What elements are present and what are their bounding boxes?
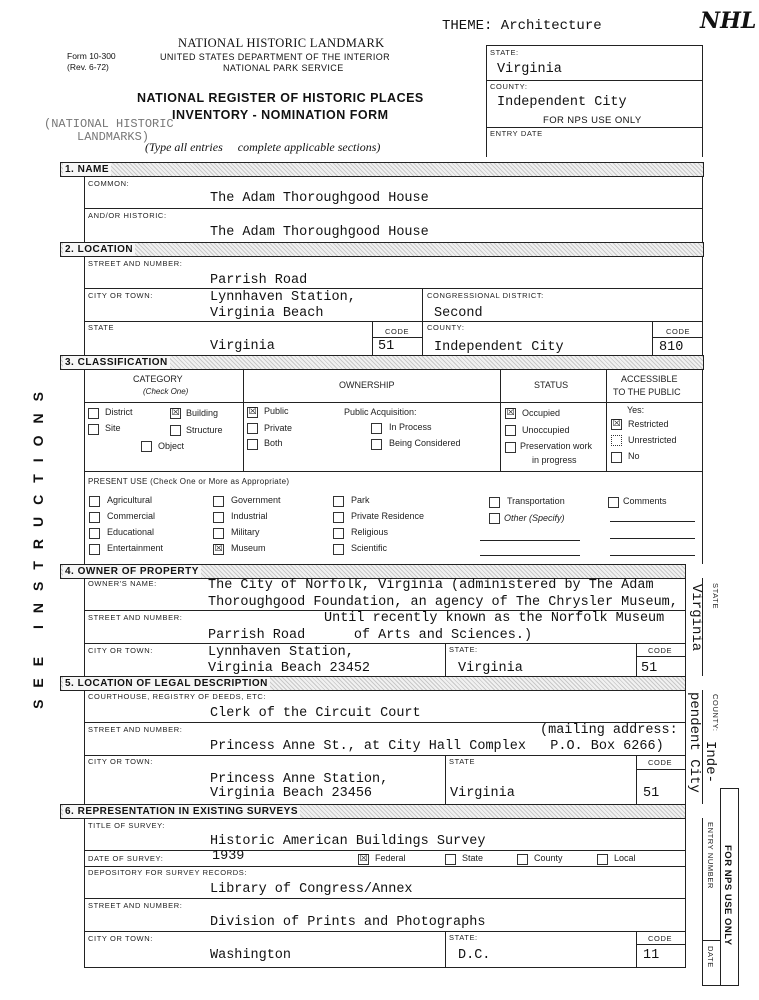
- entertainment-label: Entertainment: [107, 543, 164, 553]
- agricultural-label: Agricultural: [107, 495, 153, 505]
- form-revision: (Rev. 6-72): [67, 62, 109, 72]
- location-code-label: CODE: [385, 327, 410, 336]
- accessible-yes-label: Yes:: [627, 405, 645, 415]
- location-street-label: STREET AND NUMBER:: [88, 259, 183, 268]
- side-entry-number-label: ENTRY NUMBER: [706, 822, 715, 889]
- public-label: Public: [264, 406, 289, 416]
- private-residence-checkbox[interactable]: [333, 512, 344, 523]
- section-3-bar: [60, 355, 704, 370]
- handwritten-nhl: NHL: [700, 8, 757, 34]
- historic-label: AND/OR HISTORIC:: [88, 211, 167, 220]
- congressional-value: Second: [434, 306, 483, 321]
- state-box-state-value: Virginia: [497, 62, 562, 77]
- side-state-value: Virginia: [688, 584, 704, 652]
- park-label: Park: [351, 495, 370, 505]
- legal-city-label: CITY OR TOWN:: [88, 757, 153, 766]
- state-survey-label: State: [462, 853, 484, 863]
- section-4-bar: [60, 564, 686, 579]
- location-county-label: COUNTY:: [427, 323, 465, 332]
- military-label: Military: [231, 527, 260, 537]
- object-checkbox[interactable]: [141, 441, 152, 452]
- local-survey-label: Local: [614, 853, 636, 863]
- courthouse-label: COURTHOUSE, REGISTRY OF DEEDS, ETC:: [88, 692, 267, 701]
- location-street-value: Parrish Road: [210, 273, 308, 288]
- both-label: Both: [264, 438, 283, 448]
- legal-state-value: Virginia: [450, 786, 515, 801]
- congressional-label: CONGRESSIONAL DISTRICT:: [427, 291, 544, 300]
- occupied-label: Occupied: [522, 408, 561, 418]
- location-city-value-1: Lynnhaven Station,: [210, 290, 356, 305]
- object-label: Object: [158, 441, 185, 451]
- other-label: Other (Specify): [504, 513, 565, 523]
- location-code-value: 51: [378, 339, 395, 354]
- status-heading: STATUS: [534, 380, 569, 390]
- type-instructions: (Type all entries complete applicable sections): [145, 140, 381, 154]
- unrestricted-checkbox[interactable]: [611, 435, 622, 446]
- landmark-heading: NATIONAL HISTORIC LANDMARK: [178, 36, 385, 50]
- educational-checkbox[interactable]: [89, 528, 100, 539]
- owner-code-label: CODE: [648, 646, 673, 655]
- commercial-checkbox[interactable]: [89, 512, 100, 523]
- commercial-label: Commercial: [107, 511, 156, 521]
- entertainment-checkbox[interactable]: [89, 544, 100, 555]
- survey-title-value: Historic American Buildings Survey: [210, 834, 486, 849]
- owner-name-1: The City of Norfolk, Virginia (administered by The Adam: [208, 578, 654, 593]
- department-heading: UNITED STATES DEPARTMENT OF THE INTERIOR: [160, 52, 391, 62]
- owner-city-2: Virginia Beach 23452: [208, 661, 371, 676]
- religious-label: Religious: [351, 527, 389, 537]
- entry-date-label: ENTRY DATE: [490, 129, 543, 138]
- section-1-bar: [60, 162, 704, 177]
- side-county-value-2: pendent City: [686, 692, 702, 793]
- county-code-label: CODE: [666, 327, 691, 336]
- being-considered-checkbox[interactable]: [371, 439, 382, 450]
- government-checkbox[interactable]: [213, 496, 224, 507]
- theme-line: THEME: Architecture: [442, 18, 602, 34]
- depository-street-value: Division of Prints and Photographs: [210, 915, 486, 930]
- religious-checkbox[interactable]: [333, 528, 344, 539]
- preservation-label-1: Preservation work: [520, 441, 593, 451]
- stamp-line-1: (NATIONAL HISTORIC: [44, 117, 174, 131]
- occupied-checkbox[interactable]: ☒: [506, 408, 515, 418]
- state-box-state-label: STATE:: [490, 48, 519, 57]
- depository-value: Library of Congress/Annex: [210, 882, 413, 897]
- museum-checkbox[interactable]: ☒: [214, 544, 223, 554]
- owner-state-value: Virginia: [458, 661, 523, 676]
- site-checkbox[interactable]: [88, 424, 99, 435]
- side-state-label: STATE: [711, 583, 720, 610]
- scientific-label: Scientific: [351, 543, 388, 553]
- county-code-value: 810: [659, 340, 684, 355]
- courthouse-value: Clerk of the Circuit Court: [210, 706, 421, 721]
- unrestricted-label: Unrestricted: [628, 435, 677, 445]
- local-survey-checkbox[interactable]: [597, 854, 608, 865]
- legal-code-label: CODE: [648, 758, 673, 767]
- restricted-checkbox[interactable]: ☒: [612, 419, 621, 429]
- common-label: COMMON:: [88, 179, 130, 188]
- side-county-label: COUNTY:: [711, 694, 720, 732]
- accessible-heading-1: ACCESSIBLE: [621, 374, 678, 384]
- section-2-bar: [60, 242, 704, 257]
- see-instructions-sidebar: SEE INSTRUCTIONS: [30, 380, 46, 709]
- unoccupied-label: Unoccupied: [522, 425, 570, 435]
- museum-label: Museum: [231, 543, 266, 553]
- state-box-county-value: Independent City: [497, 95, 627, 110]
- agricultural-checkbox[interactable]: [89, 496, 100, 507]
- depository-state-label: STATE:: [449, 933, 478, 942]
- section-6-bar: [60, 804, 686, 819]
- owner-city-1: Lynnhaven Station,: [208, 645, 354, 660]
- both-checkbox[interactable]: [247, 439, 258, 450]
- survey-title-label: TITLE OF SURVEY:: [88, 821, 165, 830]
- section-4-title: 4. OWNER OF PROPERTY: [65, 566, 199, 577]
- owner-city-label: CITY OR TOWN:: [88, 646, 153, 655]
- restricted-label: Restricted: [628, 419, 669, 429]
- private-label: Private: [264, 423, 293, 433]
- legal-city-1: Princess Anne Station,: [210, 772, 389, 787]
- building-label: Building: [186, 408, 219, 418]
- service-heading: NATIONAL PARK SERVICE: [223, 63, 344, 73]
- county-survey-label: County: [534, 853, 563, 863]
- being-considered-label: Being Considered: [389, 438, 461, 448]
- owner-state-label: STATE:: [449, 645, 478, 654]
- owner-code-value: 51: [641, 661, 658, 676]
- in-process-label: In Process: [389, 422, 432, 432]
- scientific-checkbox[interactable]: [333, 544, 344, 555]
- owner-name-label: OWNER'S NAME:: [88, 579, 157, 588]
- nps-use-label: FOR NPS USE ONLY: [543, 115, 642, 126]
- private-residence-label: Private Residence: [351, 511, 425, 521]
- location-state-label: STATE: [88, 323, 115, 332]
- legal-city-2: Virginia Beach 23456: [210, 786, 373, 801]
- mailing-address-note: (mailing address:: [540, 723, 678, 738]
- category-heading: CATEGORY: [133, 374, 183, 384]
- section-3-title: 3. CLASSIFICATION: [65, 357, 168, 368]
- comments-label: Comments: [623, 496, 667, 506]
- structure-label: Structure: [186, 425, 223, 435]
- building-checkbox[interactable]: ☒: [171, 408, 180, 418]
- owner-street-note: Until recently known as the Norfolk Museum: [324, 611, 665, 626]
- unoccupied-checkbox[interactable]: [505, 425, 516, 436]
- comments-checkbox[interactable]: [608, 497, 619, 508]
- location-city-value-2: Virginia Beach: [210, 306, 324, 321]
- state-box-county-label: COUNTY:: [490, 82, 528, 91]
- ownership-heading: OWNERSHIP: [339, 380, 395, 390]
- present-use-label: PRESENT USE (Check One or More as Appropriate): [88, 477, 290, 486]
- private-checkbox[interactable]: [247, 423, 258, 434]
- survey-date-value: 1939: [212, 849, 245, 864]
- depository-label: DEPOSITORY FOR SURVEY RECORDS:: [88, 868, 248, 877]
- form-number: Form 10-300: [67, 51, 116, 61]
- survey-date-label: DATE OF SURVEY:: [88, 854, 164, 863]
- public-acquisition-label: Public Acquisition:: [344, 407, 417, 417]
- depository-street-label: STREET AND NUMBER:: [88, 901, 183, 910]
- depository-city-value: Washington: [210, 948, 292, 963]
- section-2-title: 2. LOCATION: [65, 244, 134, 255]
- industrial-checkbox[interactable]: [213, 512, 224, 523]
- in-process-checkbox[interactable]: [371, 423, 382, 434]
- transportation-checkbox[interactable]: [489, 497, 500, 508]
- owner-street-label: STREET AND NUMBER:: [88, 613, 183, 622]
- park-checkbox[interactable]: [333, 496, 344, 507]
- legal-street-value: Princess Anne St., at City Hall Complex P.O. Box 6266): [210, 739, 664, 754]
- county-survey-checkbox[interactable]: [517, 854, 528, 865]
- preservation-checkbox[interactable]: [505, 442, 516, 453]
- category-subheading: (Check One): [143, 387, 189, 396]
- owner-street-value: Parrish Road of Arts and Sciences.): [208, 628, 533, 643]
- district-label: District: [105, 407, 133, 417]
- side-county-value-1: Inde-: [702, 741, 718, 784]
- accessible-no-checkbox[interactable]: [611, 452, 622, 463]
- stamp-line-2: LANDMARKS): [77, 130, 150, 144]
- accessible-no-label: No: [628, 451, 640, 461]
- location-city-label: CITY OR TOWN:: [88, 291, 153, 300]
- other-checkbox[interactable]: [489, 513, 500, 524]
- location-county-value: Independent City: [434, 340, 564, 355]
- structure-checkbox[interactable]: [170, 425, 181, 436]
- transportation-label: Transportation: [507, 496, 565, 506]
- legal-street-label: STREET AND NUMBER:: [88, 725, 183, 734]
- section-1-title: 1. NAME: [65, 164, 110, 175]
- depository-code-value: 11: [643, 948, 660, 963]
- depository-city-label: CITY OR TOWN:: [88, 934, 153, 943]
- accessible-heading-2: TO THE PUBLIC: [613, 387, 681, 397]
- common-name: The Adam Thoroughgood House: [210, 191, 429, 206]
- depository-code-label: CODE: [648, 934, 673, 943]
- state-survey-checkbox[interactable]: [445, 854, 456, 865]
- side-date-label: DATE: [706, 946, 715, 968]
- inventory-title: INVENTORY - NOMINATION FORM: [172, 108, 389, 122]
- section-6-title: 6. REPRESENTATION IN EXISTING SURVEYS: [65, 806, 298, 817]
- legal-state-label: STATE: [449, 757, 476, 766]
- educational-label: Educational: [107, 527, 155, 537]
- site-label: Site: [105, 423, 121, 433]
- federal-checkbox[interactable]: ☒: [359, 854, 368, 864]
- government-label: Government: [231, 495, 281, 505]
- section-5-bar: [60, 676, 686, 691]
- historic-name: The Adam Thoroughgood House: [210, 225, 429, 240]
- side-nps-use-label: FOR NPS USE ONLY: [722, 845, 733, 946]
- military-checkbox[interactable]: [213, 528, 224, 539]
- depository-state-value: D.C.: [458, 948, 491, 963]
- owner-name-2: Thoroughgood Foundation, an agency of The Chrysler Museum,: [208, 595, 678, 610]
- preservation-label-2: in progress: [532, 455, 577, 465]
- legal-code-value: 51: [643, 786, 660, 801]
- register-title: NATIONAL REGISTER OF HISTORIC PLACES: [137, 91, 424, 105]
- federal-label: Federal: [375, 853, 406, 863]
- public-checkbox[interactable]: ☒: [248, 407, 257, 417]
- section-5-title: 5. LOCATION OF LEGAL DESCRIPTION: [65, 678, 268, 689]
- location-state-value: Virginia: [210, 339, 275, 354]
- district-checkbox[interactable]: [88, 408, 99, 419]
- industrial-label: Industrial: [231, 511, 268, 521]
